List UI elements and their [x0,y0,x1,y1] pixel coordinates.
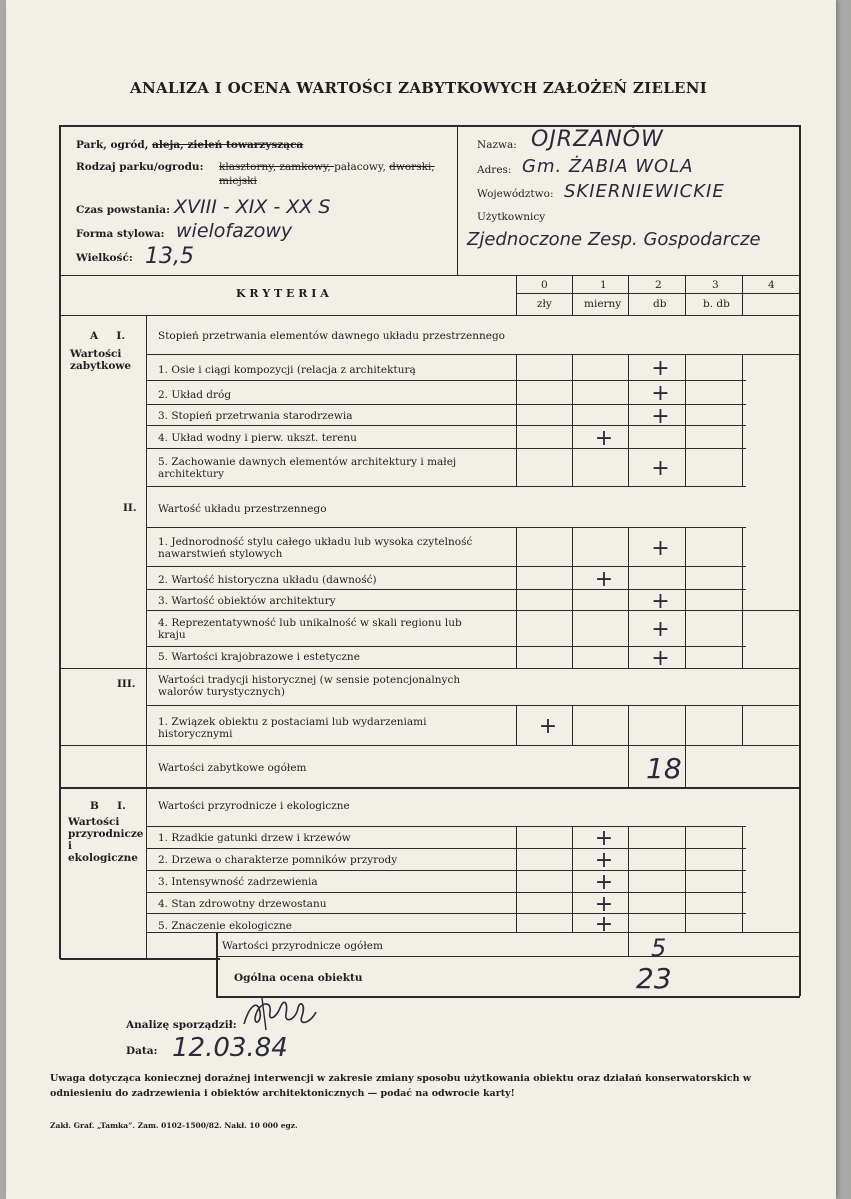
table-rule [628,354,629,486]
kryteria-label: K R Y T E R I A [236,287,329,300]
score-label-0: zły [537,298,552,310]
table-rule [146,486,746,487]
table-row: 1. Jednorodność stylu całego układu lub wysoka czytelność nawarstwień stylowych [158,536,473,561]
table-rule [216,932,218,996]
score-label-3: b. db [703,298,730,310]
table-rule [146,610,799,611]
table-rule [146,892,746,893]
section-b-total-label: Wartości przyrodnicze ogółem [222,940,383,952]
overall-value: 23 [636,962,672,995]
table-row: 4. Układ wodny i pierw. ukszt. terenu [158,432,357,444]
wielkosc-label: Wielkość: [76,252,133,264]
score-mark: + [651,617,670,642]
score-mark: + [651,535,670,561]
table-rule [146,913,746,914]
table-row: 2. Układ dróg [158,389,232,401]
table-rule [685,705,686,745]
rodzaj-label: Rodzaj parku/ogrodu: [76,161,204,173]
analiza-label: Analizę sporządził: [126,1019,237,1031]
footer-note: Uwaga dotycząca koniecznej doraźnej interwencji w zakresie zmiany sposobu użytkowania obiektu oraz działań konserwatorskich w odniesieniu do zadrzewienia i obiektów architektonicznych — podać na odwrocie karty! [50,1073,752,1099]
score-num-4: 4 [768,279,775,291]
table-rule [146,527,746,528]
table-rule [146,354,799,355]
table-rule [685,527,686,668]
forma-value: wielofazowy [176,220,293,242]
forma-label: Forma stylowa: [76,228,165,240]
adres-label: Adres: [477,164,512,176]
score-mark: + [651,381,670,406]
score-mark: + [594,911,614,937]
table-row: 1. Związek obiektu z postaciami lub wydarzeniami historycznymi [158,716,427,741]
table-rule [572,826,573,932]
table-rule [685,354,686,486]
group-a-i-label: Stopień przetrwania elementów dawnego układu przestrzennego [158,330,505,342]
table-rule [516,275,517,315]
group-b-i-label: Wartości przyrodnicze i ekologiczne [158,800,350,812]
table-rule [516,354,517,486]
wielkosc-value: 13,5 [145,244,194,269]
table-rule [685,275,686,315]
section-b-total-value: 5 [651,934,667,962]
nazwa-value: OJRZANÓW [531,127,664,152]
score-num-1: 1 [600,279,607,291]
score-label-2: db [653,298,667,310]
page-title: ANALIZA I OCENA WARTOŚCI ZABYTKOWYCH ZAŁOŻEŃ ZIELENI [130,79,708,97]
table-row: 4. Reprezentatywność lub unikalność w skali regionu lub kraju [158,617,462,642]
table-rule [146,448,746,449]
table-rule [628,527,629,668]
data-value: 12.03.84 [172,1033,288,1063]
table-row: 5. Wartości krajobrazowe i estetyczne [158,651,360,663]
group-a-ii-label: Wartość układu przestrzennego [158,503,327,515]
table-rule [516,527,517,668]
form-sheet [6,0,836,1199]
table-rule [685,826,686,932]
table-row: 3. Intensywność zadrzewienia [158,876,318,888]
table-row: 5. Znaczenie ekologiczne [158,920,293,932]
table-row: 2. Wartość historyczna układu (dawność) [158,574,377,586]
table-rule [685,745,686,787]
nazwa-label: Nazwa: [477,139,517,151]
section-b-code: B I. [90,800,126,812]
table-rule [742,354,743,486]
table-rule [146,932,799,933]
wojewodztwo-label: Województwo: [477,188,554,200]
table-rule [742,826,743,932]
table-row: 3. Wartość obiektów architektury [158,595,336,607]
section-a-total-value: 18 [646,752,682,785]
score-num-0: 0 [541,279,548,291]
score-label-1: mierny [584,298,622,310]
table-rule [628,705,629,745]
score-mark: + [651,356,670,381]
table-rule [216,956,799,957]
rodzaj-options: klasztorny, zamkowy, pałacowy, dworski, [219,161,435,173]
table-rule [742,527,743,668]
table-rule [146,787,147,958]
uzytkownicy-label: Użytkownicy [477,211,546,223]
table-rule [146,315,147,787]
signature-icon [240,994,320,1034]
group-a-iii-label: Wartości tradycji historycznej (w sensie potencjonalnych walorów turystycznych) [158,674,461,699]
score-mark: + [538,714,558,739]
table-rule [572,354,573,486]
table-rule [146,848,746,849]
overall-label: Ogólna ocena obiektu [234,972,363,984]
score-mark: + [594,425,614,451]
table-rule [146,826,746,827]
table-row: 4. Stan zdrowotny drzewostanu [158,898,327,910]
score-num-2: 2 [655,279,662,291]
table-rule [60,958,220,960]
czas-value: XVIII - XIX - XX S [174,196,331,218]
table-rule [60,787,799,789]
adres-value: Gm. ŻABIA WOLA [522,156,694,177]
section-a-code: A I. [90,330,125,342]
table-rule [628,826,629,932]
czas-label: Czas powstania: [76,204,170,216]
table-row: 3. Stopień przetrwania starodrzewia [158,410,353,422]
section-a-roman-ii: II. [123,502,137,514]
wojewodztwo-value: SKIERNIEWICKIE [564,181,725,202]
rodzaj-options-line2: miejski [219,175,257,187]
table-rule [146,566,746,567]
section-a-name: Wartości zabytkowe [70,348,132,373]
score-mark: + [651,646,670,671]
table-row: 5. Zachowanie dawnych elementów architektury i małej architektury [158,456,457,481]
table-rule [60,745,799,746]
table-rule [516,705,517,745]
park-type-line: Park, ogród, aleja, zieleń towarzysząca [76,139,304,151]
table-rule [572,527,573,668]
table-rule [146,705,799,706]
data-label: Data: [126,1045,158,1057]
section-b-name: Wartości przyrodnicze i ekologiczne [68,816,144,865]
section-a-roman-iii: III. [117,678,136,690]
score-mark: + [594,848,614,873]
section-a-total-label: Wartości zabytkowe ogółem [158,762,307,774]
score-mark: + [594,870,614,895]
table-rule [742,705,743,745]
table-rule [628,745,629,787]
table-rule [742,275,743,315]
table-rule [146,870,746,871]
table-row: 1. Rzadkie gatunki drzew i krzewów [158,832,351,844]
score-mark: + [651,588,670,614]
table-row: 1. Osie i ciągi kompozycji (relacja z architekturą [158,364,416,376]
score-num-3: 3 [712,279,719,291]
table-rule [516,826,517,932]
uzytkownicy-value: Zjednoczone Zesp. Gospodarcze [467,229,761,250]
score-mark: + [651,403,670,429]
table-row: 2. Drzewa o charakterze pomników przyrody [158,854,398,866]
print-info: Zakł. Graf. „Tamka”. Zam. 0102-1500/82. Nakł. 10 000 egz. [50,1121,298,1130]
score-mark: + [594,826,614,851]
table-rule [572,275,573,315]
table-rule [572,705,573,745]
table-rule [60,668,799,669]
score-mark: + [594,566,614,592]
score-mark: + [594,891,614,917]
score-mark: + [651,456,670,481]
table-rule [628,275,629,315]
table-rule [628,932,629,956]
